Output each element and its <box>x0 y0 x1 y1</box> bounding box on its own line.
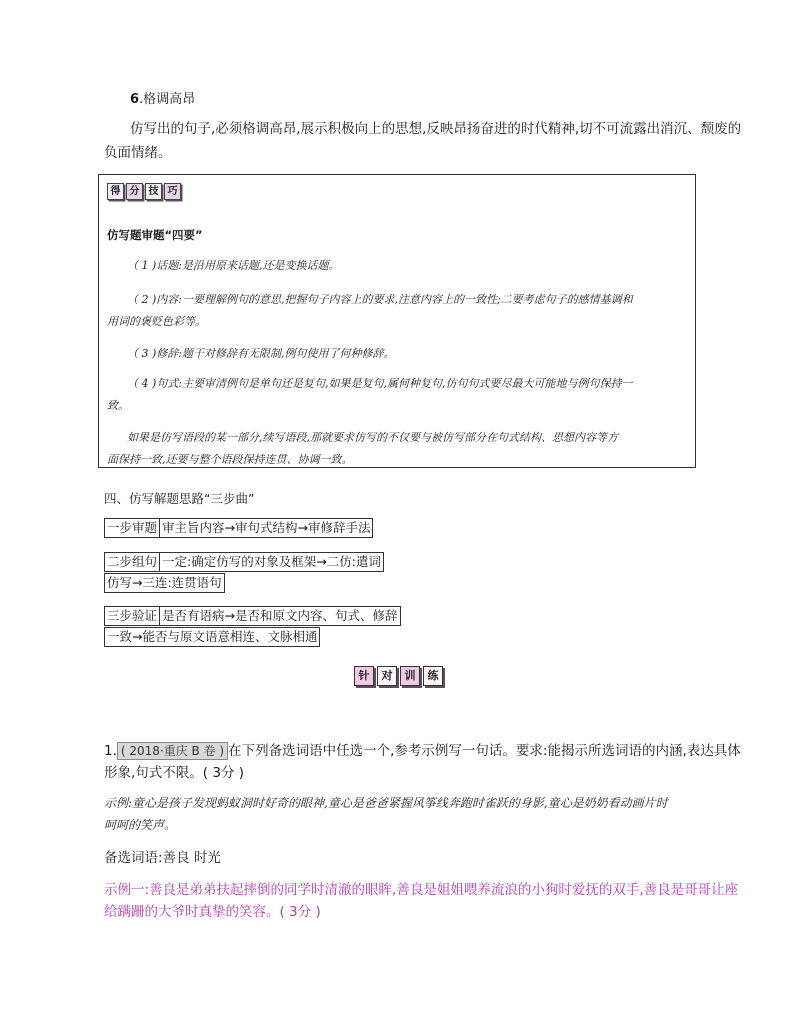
tips-badge: 巧 <box>164 183 181 200</box>
section-6-heading <box>130 88 195 107</box>
training-badge: 针 <box>354 666 374 686</box>
tips-item-3 <box>107 343 691 365</box>
answer-line-2: 给蹒跚的大爷时真挚的笑容。( 3分 ) <box>104 904 321 920</box>
tips-item-text: （ 1 )话题:是沿用原来话题,还是变换话题。 <box>127 259 340 272</box>
step-content: 一致→能否与原文语意相连、文脉相通 <box>104 627 320 647</box>
tips-title: 仿写题审题“四要” <box>107 228 203 242</box>
question-source: ( 2018·重庆 B 卷 ) <box>117 742 228 760</box>
example-line-1: 示例:童心是孩子发现蚂蚁洞时好奇的眼神,童心是爸爸紧握风筝线奔跑时雀跃的身影,童心是奶奶看动画片时 <box>104 796 668 810</box>
tips-item-text: （ 2 )内容:一要理解例句的意思,把握句子内容上的要求,注意内容上的一致性;二要考虑句子的感情基调和 <box>127 293 633 306</box>
options-label: 备选词语:善良 时光 <box>104 850 221 866</box>
step-content: 仿写→三连:连贯语句 <box>104 573 225 593</box>
section-6-body-line-1: 仿写出的句子,必须格调高昂,展示积极向上的思想,反映昂扬奋进的时代精神,切不可流露出消沉、颓废的 <box>130 121 742 137</box>
tips-item-text: （ 4 )句式:主要审清例句是单句还是复句,如果是复句,属何种复句,仿句句式要尽最大可能地与例句保持一 <box>127 377 633 390</box>
tips-badge: 得 <box>107 183 124 200</box>
tips-badge: 分 <box>126 183 143 200</box>
tips-item-text: 面保持一致,还要与整个语段保持连贯、协调一致。 <box>107 453 353 466</box>
tips-badge: 技 <box>145 183 162 200</box>
step-content: 审主旨内容→审句式结构→审修辞手法 <box>159 518 373 538</box>
step-content: 是否有语病→是否和原文内容、句式、修辞 <box>159 606 400 626</box>
step-3-continued <box>104 627 319 647</box>
step-content: 一定:确定仿写的对象及框架→二仿:遣词 <box>159 552 384 572</box>
tips-item-text: （ 3 )修辞:题干对修辞有无限制,例句使用了何种修辞。 <box>127 347 395 360</box>
training-badge: 练 <box>423 666 443 686</box>
tips-badges <box>107 183 183 200</box>
step-label: 二步组句 <box>104 552 160 572</box>
step-1 <box>104 518 372 538</box>
step-3 <box>104 606 400 626</box>
tips-item-text: 如果是仿写语段的某一部分,续写语段,那就要求仿写的不仅要与被仿写部分在句式结构、思想内容等方 <box>127 431 618 444</box>
answer-line-1: 示例一:善良是弟弟扶起摔倒的同学时清澈的眼眸,善良是姐姐喂养流浪的小狗时爱抚的双手,善良是哥哥让座 <box>104 882 739 898</box>
step-label: 一步审题 <box>104 518 160 538</box>
section-6-body-line-2: 负面情绪。 <box>104 145 172 161</box>
question-text: 在下列备选词语中任选一个,参考示例写一句话。要求:能揭示所选词语的内涵,表达具体 <box>228 743 741 759</box>
tips-box <box>98 174 696 468</box>
training-badge: 对 <box>377 666 397 686</box>
tips-item-5 <box>107 427 691 471</box>
tips-item-2 <box>107 289 691 333</box>
step-label: 三步验证 <box>104 606 160 626</box>
training-badge: 训 <box>400 666 420 686</box>
example-line-2: 呵呵的笑声。 <box>104 818 177 832</box>
tips-item-text: 用词的褒贬色彩等。 <box>107 315 206 328</box>
question-1-line-1 <box>104 739 741 763</box>
step-2 <box>104 552 383 572</box>
section-4-title: 四、仿写解题思路“三步曲” <box>104 491 255 506</box>
training-badges <box>354 666 446 686</box>
tips-item-1 <box>107 255 691 277</box>
question-number: 1. <box>104 743 117 759</box>
step-2-continued <box>104 573 224 593</box>
section-title: .格调高昂 <box>139 92 196 107</box>
question-1-line-2: 形象,句式不限。( 3分 ) <box>104 765 244 781</box>
tips-item-text: 致。 <box>107 399 129 412</box>
tips-item-4 <box>107 373 691 417</box>
section-number: 6 <box>130 92 140 107</box>
